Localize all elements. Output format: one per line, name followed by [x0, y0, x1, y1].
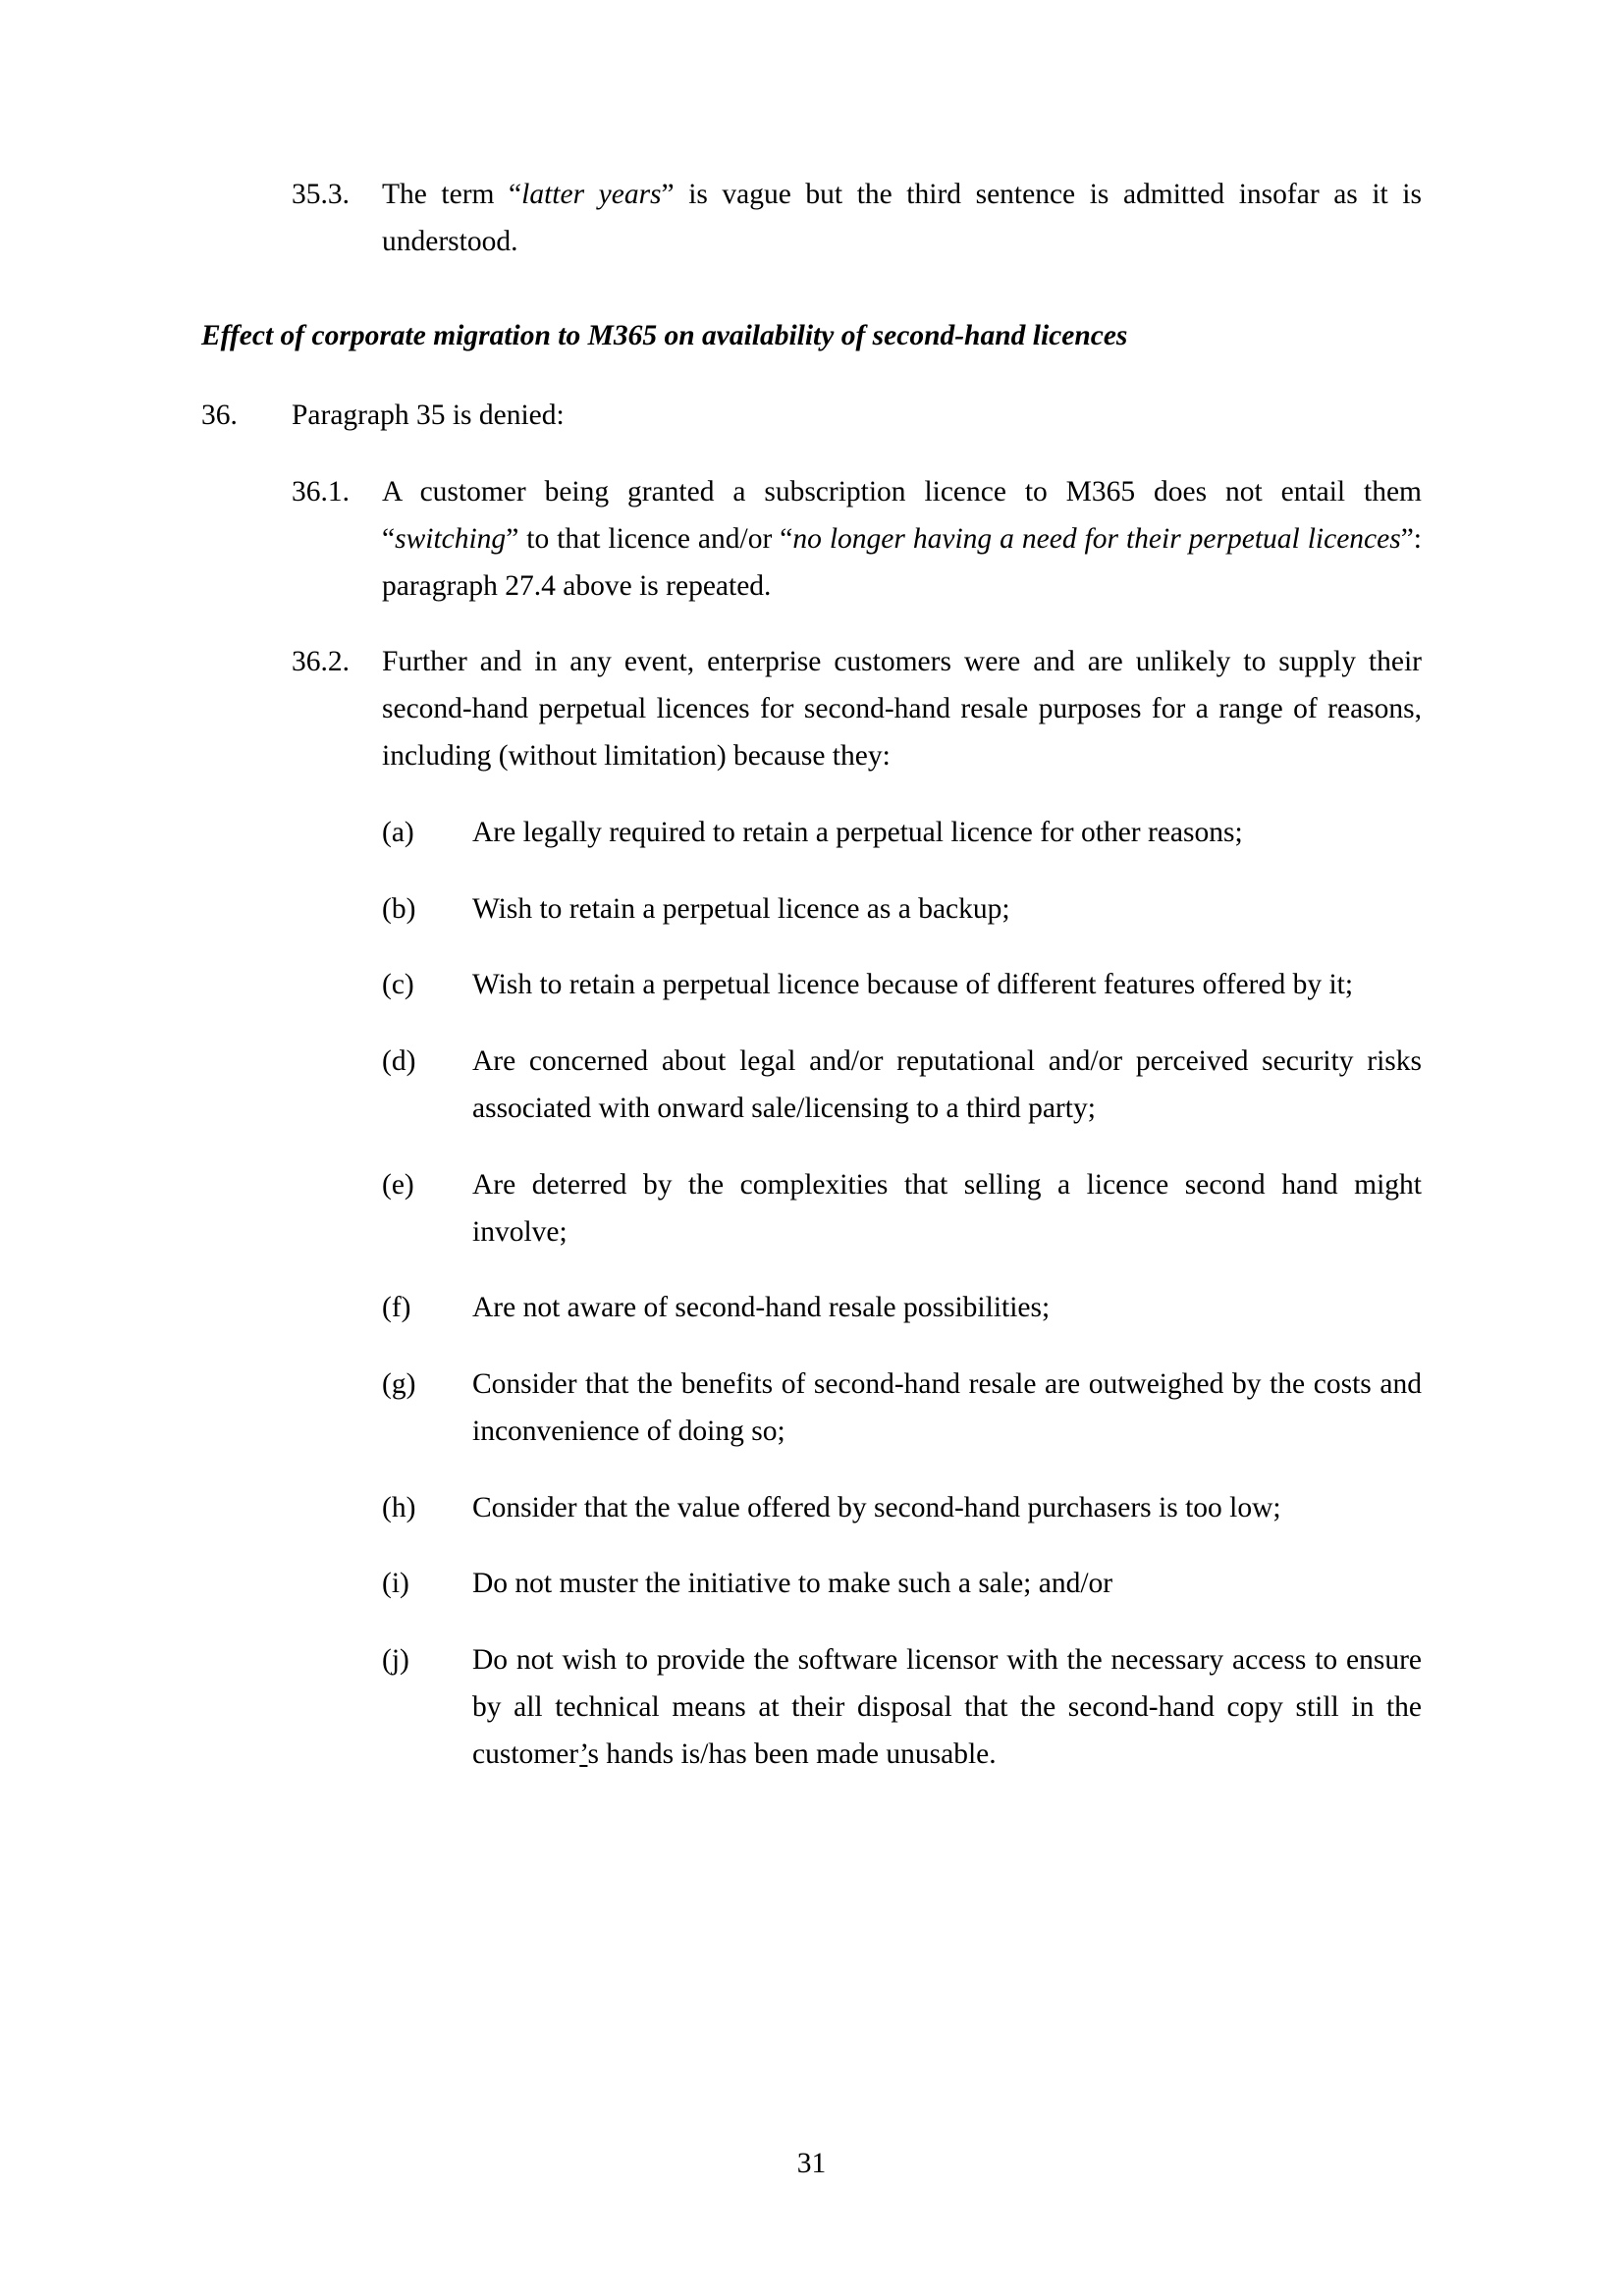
list-item-i [201, 1561, 1422, 1608]
list-item-c [201, 962, 1422, 1009]
paragraph-36-2 [201, 639, 1422, 779]
list-marker: (i) [382, 1568, 409, 1600]
text-run: ” to that licence and/or “ [506, 522, 793, 555]
list-marker: (d) [382, 1045, 416, 1078]
list-item-text: Are deterred by the complexities that selling a licence second hand might involve; [472, 1168, 1422, 1248]
list-marker: (g) [382, 1368, 416, 1401]
paragraph-text [382, 469, 1422, 610]
text-run-italic: switching [395, 522, 507, 555]
list-item-text: Consider that the value offered by second-hand purchasers is too low; [472, 1491, 1281, 1523]
text-run: The term “ [382, 179, 522, 210]
paragraph-marker: 36.2. [292, 646, 350, 678]
list-item-b [201, 886, 1422, 934]
list-item-a [201, 810, 1422, 857]
paragraph-marker: 36.1. [292, 476, 350, 508]
list-marker: (e) [382, 1168, 414, 1201]
paragraph-text: Further and in any event, enterprise customers were and are unlikely to supply their second-hand perpetual licences for second-hand resale purposes for a range of reasons, including (without limitation) because they: [382, 646, 1422, 773]
text-run: ” is vague but the third sentence is admitted insofar as it is understood. [382, 179, 1422, 257]
text-run-italic: no longer having a need for their perpetual licences [792, 522, 1401, 555]
paragraph-marker: 35.3. [292, 179, 350, 210]
paragraph-text [292, 393, 1422, 440]
text-run: Paragraph 35 is denied: [292, 400, 565, 432]
page-number: 31 [796, 2148, 827, 2179]
paragraph-text [382, 172, 1422, 266]
list-item-e [201, 1162, 1422, 1256]
inserted-text: ’ [579, 1737, 588, 1770]
list-item-j [201, 1637, 1422, 1778]
list-marker: (f) [382, 1292, 411, 1324]
section-heading: Effect of corporate migration to M365 on availability of second-hand licences [201, 319, 1128, 351]
list-item-text: Consider that the benefits of second-hand resale are outweighed by the costs and inconvenience of doing so; [472, 1368, 1422, 1447]
list-item-f [201, 1285, 1422, 1332]
list-item-text: Are concerned about legal and/or reputational and/or perceived security risks associated with onward sale/licensing to a third party; [472, 1045, 1422, 1124]
list-item-text: Wish to retain a perpetual licence because of different features offered by it; [472, 969, 1354, 1001]
paragraph-35-3 [201, 172, 1422, 266]
list-item-text [472, 1637, 1422, 1778]
document-body [201, 172, 1422, 1779]
text-run-italic: latter years [521, 179, 662, 210]
list-item-d [201, 1039, 1422, 1133]
list-item-g [201, 1362, 1422, 1456]
list-marker: (h) [382, 1491, 416, 1523]
list-marker: (a) [382, 816, 414, 848]
list-item-text: Do not muster the initiative to make such a sale; and/or [472, 1568, 1113, 1600]
text-run: s hands is/has been made unusable. [587, 1737, 997, 1770]
list-item-h [201, 1485, 1422, 1532]
text-run: A customer being granted a subscription licence to M365 does not entail them “ [382, 476, 1422, 555]
list-marker: (b) [382, 892, 416, 925]
text-run: ”: paragraph 27.4 above is repeated. [382, 522, 1423, 602]
list-item-text: Wish to retain a perpetual licence as a backup; [472, 892, 1010, 925]
paragraph-36-1 [201, 469, 1422, 610]
text-run: Do not wish to provide the software licensor with the necessary access to ensure by all technical means at their disposal that the second-hand copy still in the customer [472, 1644, 1422, 1770]
list-item-text: Are not aware of second-hand resale possibilities; [472, 1292, 1051, 1324]
paragraph-marker: 36. [201, 400, 238, 432]
paragraph-36 [201, 393, 1422, 440]
list-marker: (c) [382, 969, 414, 1001]
list-item-text: Are legally required to retain a perpetual licence for other reasons; [472, 816, 1243, 848]
list-marker: (j) [382, 1644, 409, 1677]
